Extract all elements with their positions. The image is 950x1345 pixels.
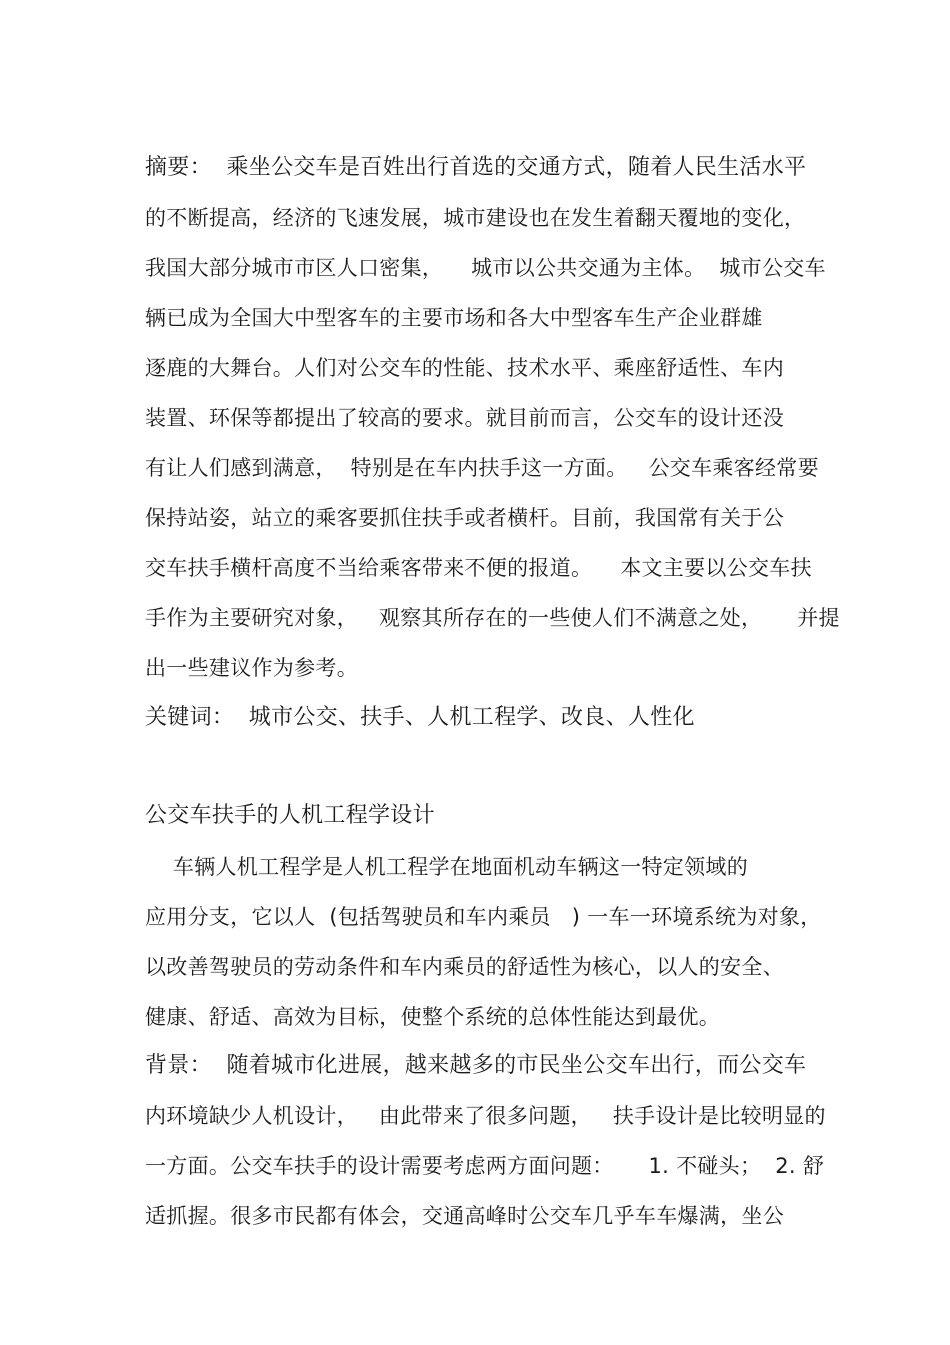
abstract-line-1: 摘要： 乘坐公交车是百姓出行首选的交通方式，随着人民生活水平 [145, 155, 807, 180]
intro-line-3: 以改善驾驶员的劳动条件和车内乘员的舒适性为核心，以人的安全、 [145, 955, 784, 979]
abstract-line-7: 有让人们感到满意， 特别是在车内扶手这一方面。 公交车乘客经常要 [145, 456, 819, 480]
intro-line-2: 应用分支，它以人 (包括驾驶员和车内乘员 ) 一车一环境系统为对象， [145, 905, 822, 929]
background-line-1: 背景： 随着城市化进展，越来越多的市民坐公交车出行，而公交车 [145, 1053, 807, 1078]
abstract-line-11: 出一些建议作为参考。 [145, 656, 358, 680]
abstract-line-10: 手作为主要研究对象， 观察其所存在的一些使人们不满意之处， 并提 [145, 606, 840, 630]
abstract-line-2: 的不断提高，经济的飞速发展，城市建设也在发生着翻天覆地的变化， [145, 206, 806, 230]
abstract-line-3: 我国大部分城市市区人口密集， 城市以公共交通为主体。 城市公交车 [145, 256, 826, 280]
intro-line-1: 车辆人机工程学是人机工程学在地面机动车辆这一特定领域的 [145, 855, 748, 879]
abstract-line-6: 装置、环保等都提出了较高的要求。就目前而言，公交车的设计还没 [145, 406, 784, 430]
abstract-line-8: 保持站姿，站立的乘客要抓住扶手或者横杆。目前，我国常有关于公 [145, 506, 784, 530]
intro-line-4: 健康、舒适、高效为目标，使整个系统的总体性能达到最优。 [145, 1005, 721, 1029]
keywords-line: 关键词： 城市公交、扶手、人机工程学、改良、人性化 [145, 705, 695, 730]
abstract-line-5: 逐鹿的大舞台。人们对公交车的性能、技术水平、乘座舒适性、车内 [145, 356, 784, 380]
abstract-line-9: 交车扶手横杆高度不当给乘客带来不便的报道。 本文主要以公交车扶 [145, 556, 812, 580]
background-line-2: 内环境缺少人机设计， 由此带来了很多问题， 扶手设计是比较明显的 [145, 1104, 826, 1128]
section-title: 公交车扶手的人机工程学设计 [145, 803, 435, 828]
background-line-4: 适抓握。很多市民都有体会，交通高峰时公交车几乎车车爆满，坐公 [145, 1204, 784, 1228]
background-line-3: 一方面。公交车扶手的设计需要考虑两方面问题： 1. 不碰头； 2. 舒 [145, 1154, 825, 1178]
abstract-line-4: 辆已成为全国大中型客车的主要市场和各大中型客车生产企业群雄 [145, 306, 763, 330]
